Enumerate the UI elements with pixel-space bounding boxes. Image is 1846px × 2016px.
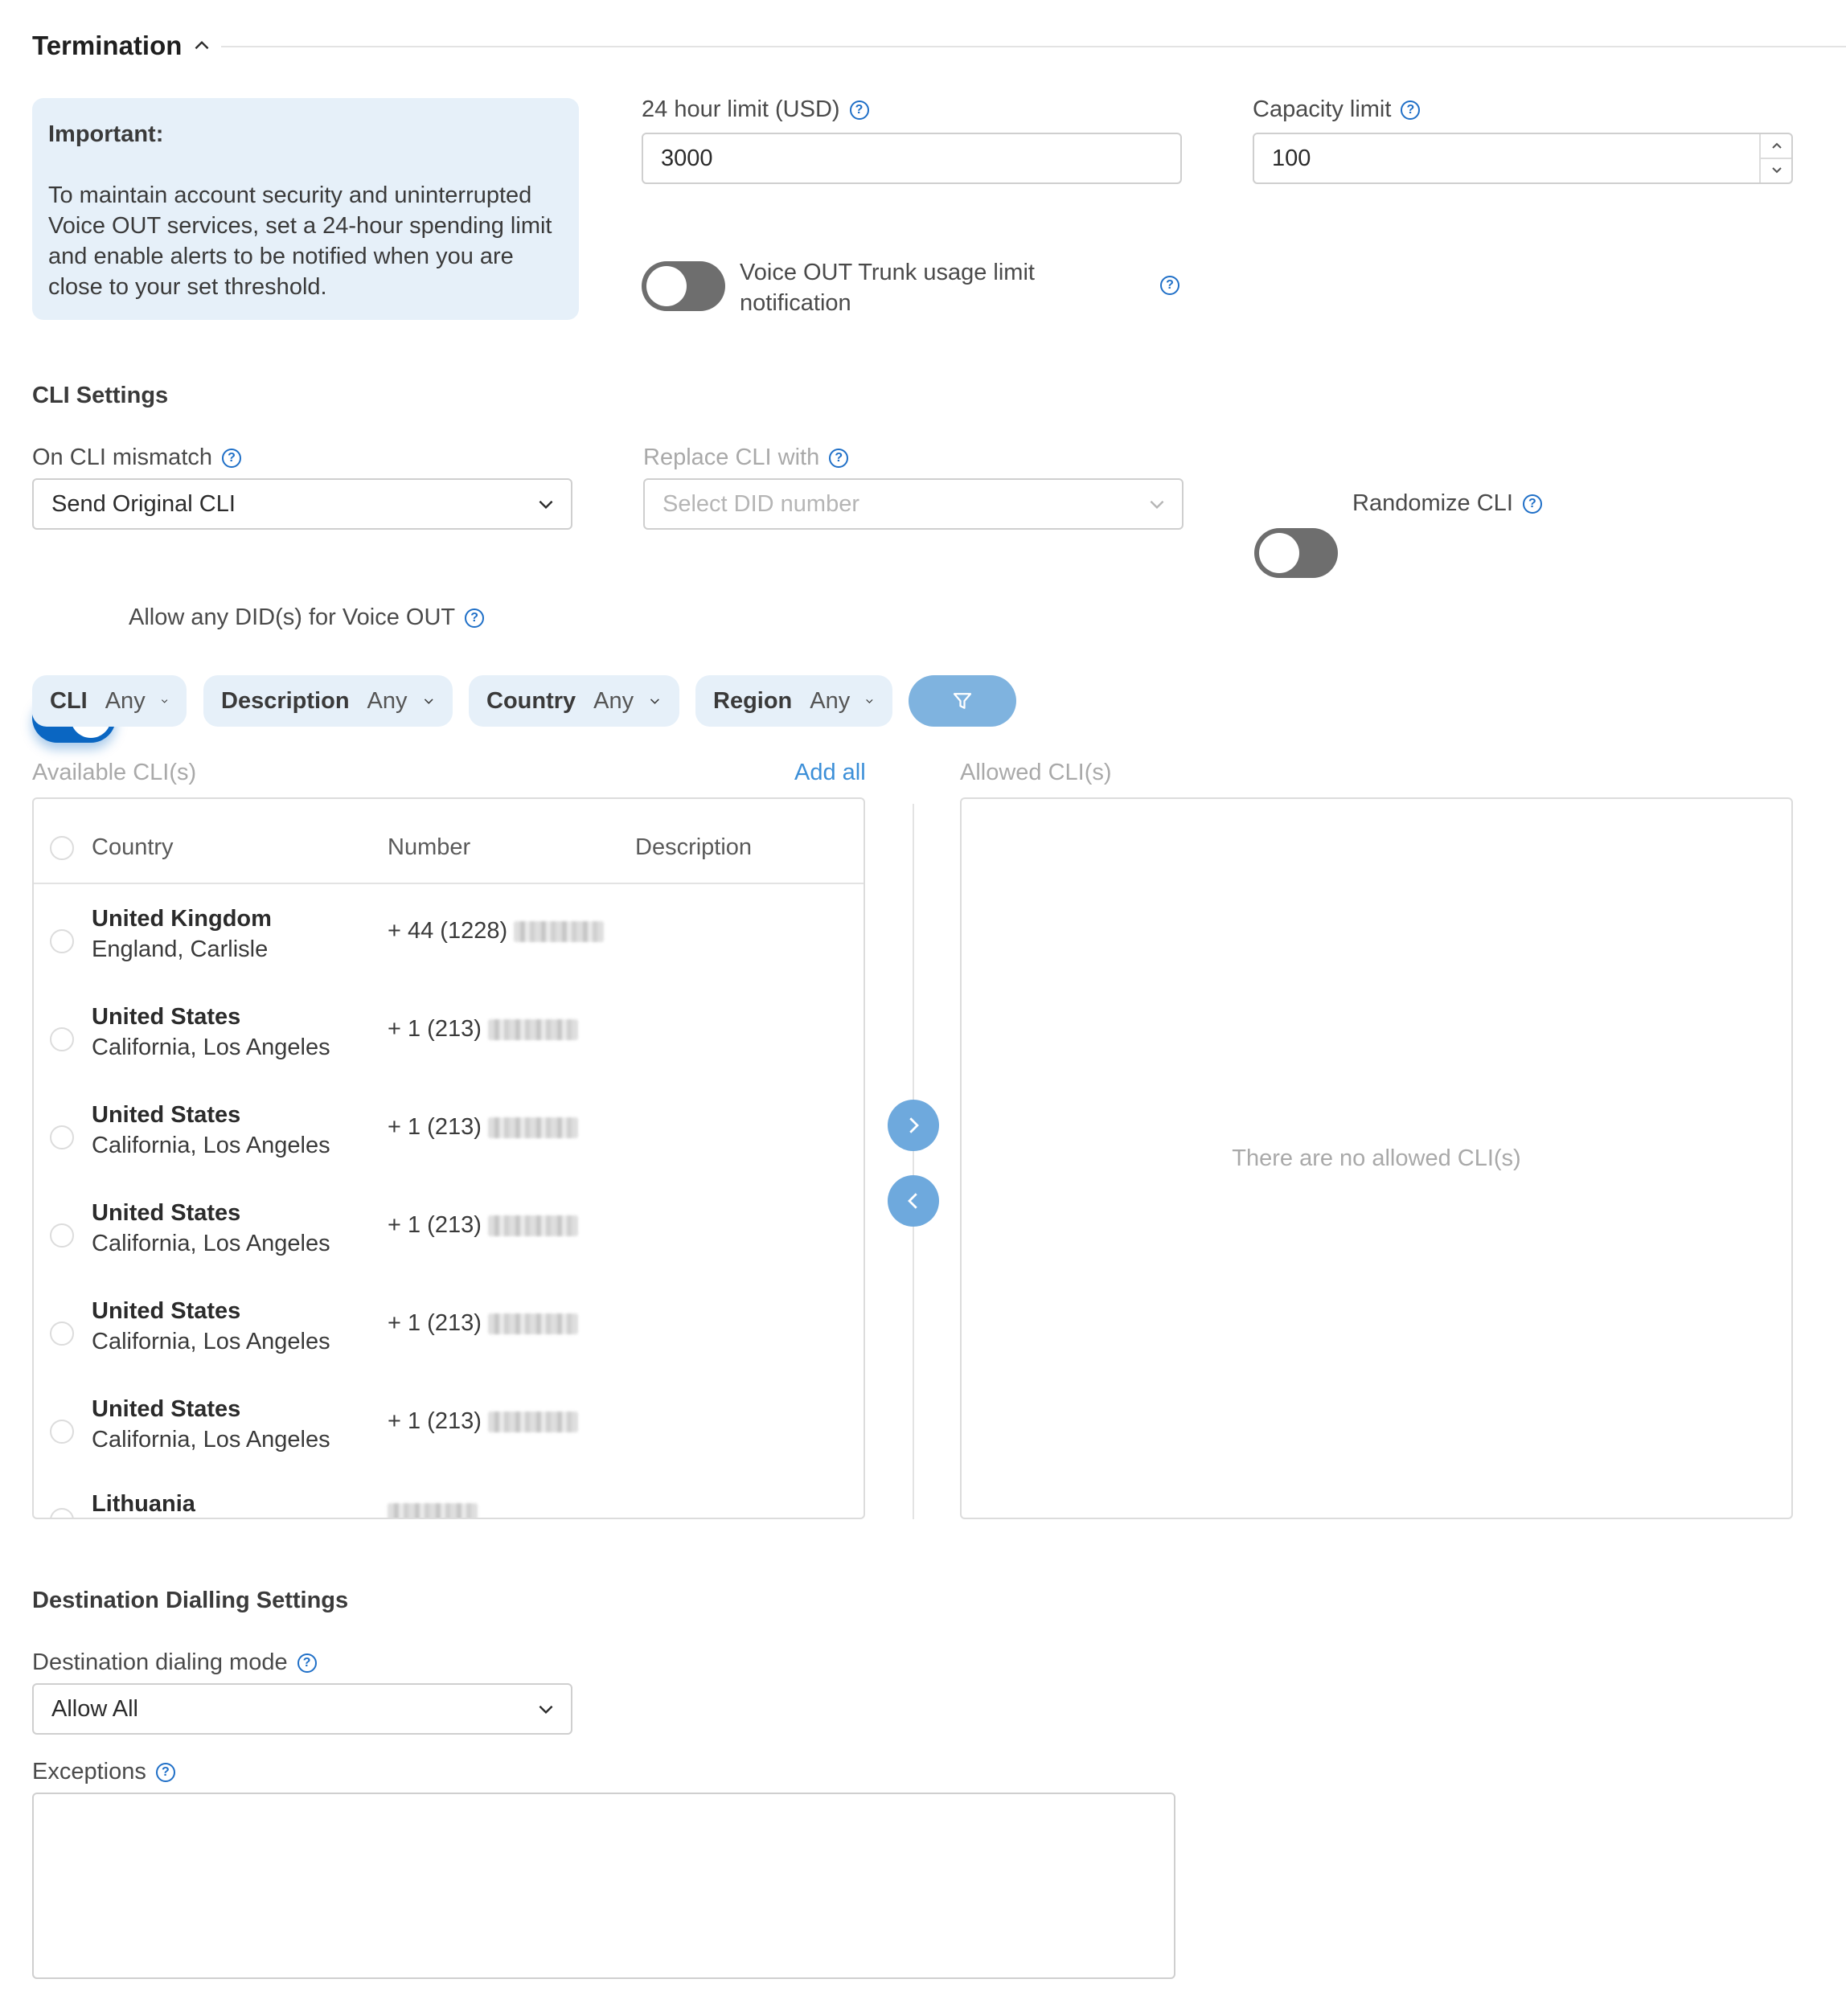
chevron-down-icon: [864, 691, 875, 711]
randomize-cli-label-text: Randomize CLI: [1352, 490, 1513, 516]
row-country: [92, 1198, 330, 1259]
replace-cli-label-text: Replace CLI with: [643, 445, 820, 470]
dialing-mode-label: [32, 1649, 317, 1676]
filter-region[interactable]: [695, 675, 892, 727]
column-header-country: Country: [92, 834, 174, 860]
redacted-number: [488, 1019, 578, 1040]
randomize-cli-toggle[interactable]: [1254, 528, 1338, 578]
table-row[interactable]: [34, 1394, 864, 1492]
help-icon[interactable]: ?: [850, 100, 869, 120]
dialing-mode-select[interactable]: [32, 1683, 572, 1735]
row-country: [92, 904, 272, 965]
table-row[interactable]: [34, 1489, 864, 1519]
header-divider: [34, 883, 864, 884]
redacted-number: [388, 1503, 478, 1519]
dialing-mode-value: Allow All: [51, 1695, 138, 1722]
filter-name: CLI: [50, 687, 88, 714]
chevron-right-icon: [901, 1113, 925, 1137]
row-country: [92, 1296, 330, 1357]
apply-filter-button[interactable]: [909, 675, 1016, 727]
row-country: [92, 1394, 330, 1455]
toggle-knob: [1259, 533, 1299, 573]
table-row[interactable]: [34, 1002, 864, 1100]
row-number: [388, 1114, 578, 1141]
help-icon[interactable]: ?: [1401, 100, 1420, 120]
daily-limit-value: 3000: [661, 145, 713, 171]
capacity-limit-label-text: Capacity limit: [1253, 96, 1392, 122]
row-number: [388, 1310, 578, 1337]
region-name: California, Los Angeles: [92, 1133, 330, 1158]
country-name: United States: [92, 1396, 241, 1422]
row-checkbox[interactable]: [50, 929, 74, 953]
row-checkbox[interactable]: [50, 1125, 74, 1149]
redacted-number: [488, 1117, 578, 1138]
cli-settings-title: CLI Settings: [32, 383, 169, 408]
chevron-down-icon: [1147, 494, 1167, 514]
table-row[interactable]: [34, 1198, 864, 1296]
capacity-limit-label: [1253, 96, 1420, 123]
redacted-number: [488, 1313, 578, 1334]
redacted-number: [488, 1412, 578, 1432]
capacity-limit-stepper[interactable]: [1253, 133, 1793, 184]
replace-cli-label: [643, 445, 848, 471]
allowed-cli-list: [960, 797, 1793, 1519]
region-name: California, Los Angeles: [92, 1427, 330, 1453]
daily-limit-label-text: 24 hour limit (USD): [642, 96, 840, 122]
chevron-down-icon: [535, 1698, 556, 1719]
destination-settings-title: Destination Dialling Settings: [32, 1588, 349, 1613]
country-name: United States: [92, 1004, 241, 1030]
region-name: California, Los Angeles: [92, 1329, 330, 1354]
exceptions-label: [32, 1759, 175, 1785]
country-name: United States: [92, 1200, 241, 1226]
number-prefix: + 1 (213): [388, 1408, 482, 1434]
stepper-divider: [1761, 158, 1791, 159]
number-prefix: + 1 (213): [388, 1310, 482, 1336]
region-name: England, Carlisle: [92, 936, 269, 962]
move-right-button[interactable]: [888, 1100, 939, 1151]
section-divider: [221, 46, 1846, 47]
chevron-down-icon: [160, 691, 169, 711]
row-country: [92, 1489, 195, 1519]
country-name: United States: [92, 1298, 241, 1324]
section-title: Termination: [32, 31, 183, 60]
available-cli-title: Available CLI(s): [32, 760, 197, 785]
decrement-icon[interactable]: [1769, 162, 1785, 178]
cli-mismatch-select[interactable]: [32, 478, 572, 530]
replace-cli-select[interactable]: [643, 478, 1183, 530]
country-name: United States: [92, 1102, 241, 1128]
help-icon[interactable]: ?: [829, 449, 848, 468]
help-icon[interactable]: ?: [222, 449, 241, 468]
number-prefix: + 1 (213): [388, 1114, 482, 1140]
available-cli-table: [32, 797, 865, 1519]
info-body: To maintain account security and uninterrupted Voice OUT services, set a 24-hour spending limit and enable alerts to be notified when you are close to your set threshold.: [48, 182, 552, 300]
filter-value: Any: [810, 687, 851, 714]
usage-notification-label: Voice OUT Trunk usage limit notification: [740, 260, 1035, 316]
chevron-left-icon: [901, 1189, 925, 1213]
row-number: [388, 1016, 578, 1043]
chevron-down-icon: [648, 691, 662, 711]
cli-mismatch-value: Send Original CLI: [51, 490, 236, 517]
move-left-button[interactable]: [888, 1175, 939, 1227]
info-box: [32, 98, 579, 320]
allow-any-did-label: [129, 604, 484, 631]
row-number: [388, 1503, 478, 1519]
randomize-cli-label: [1352, 490, 1542, 517]
help-icon[interactable]: ?: [156, 1763, 175, 1782]
dialing-mode-label-text: Destination dialing mode: [32, 1649, 288, 1675]
filter-value: Any: [367, 687, 408, 714]
filter-cli[interactable]: [32, 675, 187, 727]
chevron-down-icon: [535, 494, 556, 514]
filter-icon: [950, 689, 974, 713]
row-number: [388, 1212, 578, 1239]
number-prefix: + 1 (213): [388, 1212, 482, 1238]
row-checkbox[interactable]: [50, 1223, 74, 1248]
filter-description[interactable]: [203, 675, 453, 727]
number-prefix: + 44 (1228): [388, 918, 508, 944]
help-icon[interactable]: ?: [1160, 276, 1179, 295]
row-country: [92, 1002, 330, 1063]
row-checkbox[interactable]: [50, 1027, 74, 1051]
filter-name: Region: [713, 687, 793, 714]
increment-icon[interactable]: [1769, 137, 1785, 154]
cli-mismatch-label-text: On CLI mismatch: [32, 445, 212, 470]
filter-country[interactable]: [469, 675, 679, 727]
row-country: [92, 1100, 330, 1161]
filter-name: Description: [221, 687, 350, 714]
transfer-divider: [913, 804, 914, 1519]
daily-limit-input[interactable]: [642, 133, 1182, 184]
table-row[interactable]: [34, 904, 864, 1002]
allowed-empty-message: There are no allowed CLI(s): [1232, 1145, 1521, 1171]
row-checkbox[interactable]: [50, 1508, 74, 1519]
row-checkbox[interactable]: [50, 1321, 74, 1346]
allowed-cli-title: Allowed CLI(s): [960, 760, 1112, 785]
usage-notification-toggle[interactable]: [642, 261, 725, 311]
cli-mismatch-label: [32, 445, 241, 471]
country-name: Lithuania: [92, 1491, 195, 1517]
help-icon[interactable]: ?: [1523, 494, 1542, 514]
capacity-limit-value: 100: [1272, 145, 1311, 171]
table-row[interactable]: [34, 1100, 864, 1198]
column-header-description: Description: [635, 834, 753, 860]
help-icon[interactable]: ?: [465, 608, 484, 628]
number-prefix: + 1 (213): [388, 1016, 482, 1042]
redacted-number: [488, 1215, 578, 1236]
column-header-number: Number: [388, 834, 471, 860]
stepper-controls: [1759, 134, 1791, 182]
filter-name: Country: [486, 687, 576, 714]
filter-value: Any: [593, 687, 634, 714]
exceptions-textarea[interactable]: [32, 1793, 1175, 1979]
help-icon[interactable]: ?: [297, 1653, 317, 1673]
allow-any-did-label-text: Allow any DID(s) for Voice OUT: [129, 604, 456, 630]
redacted-number: [514, 921, 604, 942]
country-name: United Kingdom: [92, 906, 272, 932]
chevron-up-icon[interactable]: [191, 35, 212, 56]
row-checkbox[interactable]: [50, 1420, 74, 1444]
table-row[interactable]: [34, 1296, 864, 1394]
replace-cli-placeholder: Select DID number: [663, 490, 859, 517]
region-name: California, Los Angeles: [92, 1035, 330, 1060]
add-all-link[interactable]: Add all: [794, 760, 866, 785]
region-name: California, Los Angeles: [92, 1231, 330, 1256]
exceptions-label-text: Exceptions: [32, 1759, 146, 1784]
info-title: Important:: [48, 121, 164, 147]
row-number: [388, 1408, 578, 1435]
section-header[interactable]: [32, 31, 212, 61]
row-number: [388, 918, 604, 944]
select-all-checkbox[interactable]: [50, 836, 74, 860]
filter-value: Any: [105, 687, 146, 714]
daily-limit-label: [642, 96, 869, 123]
chevron-down-icon: [422, 691, 435, 711]
toggle-knob: [646, 266, 687, 306]
